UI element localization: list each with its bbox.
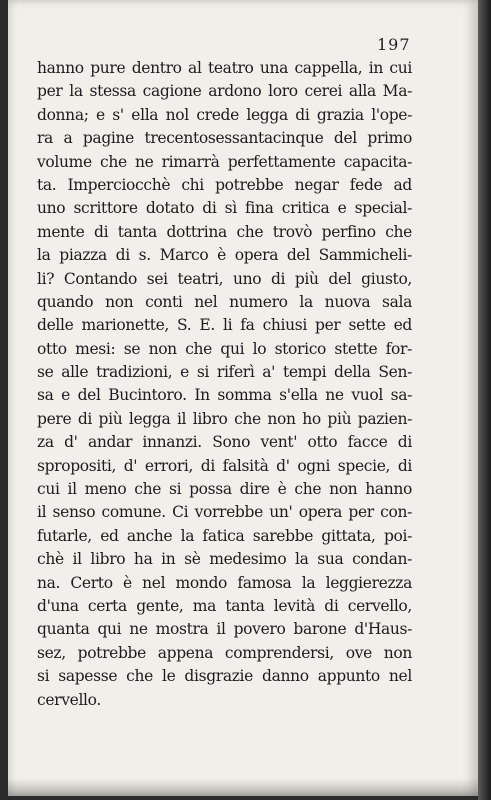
text-line: se alle tradizioni, e si riferì a' tempi della Sen- (37, 363, 412, 382)
text-line: na. Certo è nel mondo famosa la leggierezza (37, 573, 412, 592)
body-text (37, 57, 412, 712)
text-line: cui il meno che si possa dire è che non hanno (37, 480, 412, 499)
text-line: quanta qui ne mostra il povero barone d'Haus- (37, 620, 412, 639)
book-page (8, 0, 478, 796)
text-line: delle marionette, S. E. li fa chiusi per sette ed (37, 316, 412, 335)
page-number: 197 (377, 35, 411, 54)
text-line: quando non conti nel numero la nuova sala (37, 292, 412, 311)
text-line: za d' andar innanzi. Sono vent' otto facce di (37, 433, 412, 452)
text-line: ra a pagine trecentosessantacinque del primo (37, 129, 412, 148)
text-line: donna; e s' ella nol crede legga di grazia l'ope- (37, 105, 412, 124)
text-line: otto mesi: se non che qui lo storico stette for- (37, 339, 412, 358)
text-line: la piazza di s. Marco è opera del Sammicheli- (37, 246, 412, 265)
text-line: si sapesse che le disgrazie danno appunto nel (37, 667, 412, 686)
text-line: cervello. (37, 690, 101, 709)
text-line: spropositi, d' errori, di falsità d' ogni specie, di (37, 456, 412, 475)
text-line: il senso comune. Ci vorrebbe un' opera per con- (37, 503, 412, 522)
text-line: per la stessa cagione ardono loro cerei alla Ma- (37, 82, 412, 101)
text-line: pere di più legga il libro che non ho più pazien- (37, 409, 412, 428)
text-line: ta. Imperciocchè chi potrebbe negar fede ad (37, 175, 412, 194)
page-edge-shadow (478, 0, 491, 800)
text-line: sez, potrebbe appena comprendersi, ove non (37, 643, 412, 662)
text-line: chè il libro ha in sè medesimo la sua condan- (37, 550, 412, 569)
text-line: volume che ne rimarrà perfettamente capacita- (37, 152, 412, 171)
text-line: uno scrittore dotato di sì fina critica e special- (37, 199, 412, 218)
text-line: sa e del Bucintoro. In somma s'ella ne vuol sa- (37, 386, 412, 405)
text-line: li? Contando sei teatri, uno di più del giusto, (37, 269, 412, 288)
text-line: d'una certa gente, ma tanta levità di cervello, (37, 596, 412, 615)
text-line: mente di tanta dottrina che trovò perfino che (37, 222, 412, 241)
text-line: futarle, ed anche la fatica sarebbe gittata, poi- (37, 526, 412, 545)
text-line: hanno pure dentro al teatro una cappella, in cui (37, 59, 412, 77)
